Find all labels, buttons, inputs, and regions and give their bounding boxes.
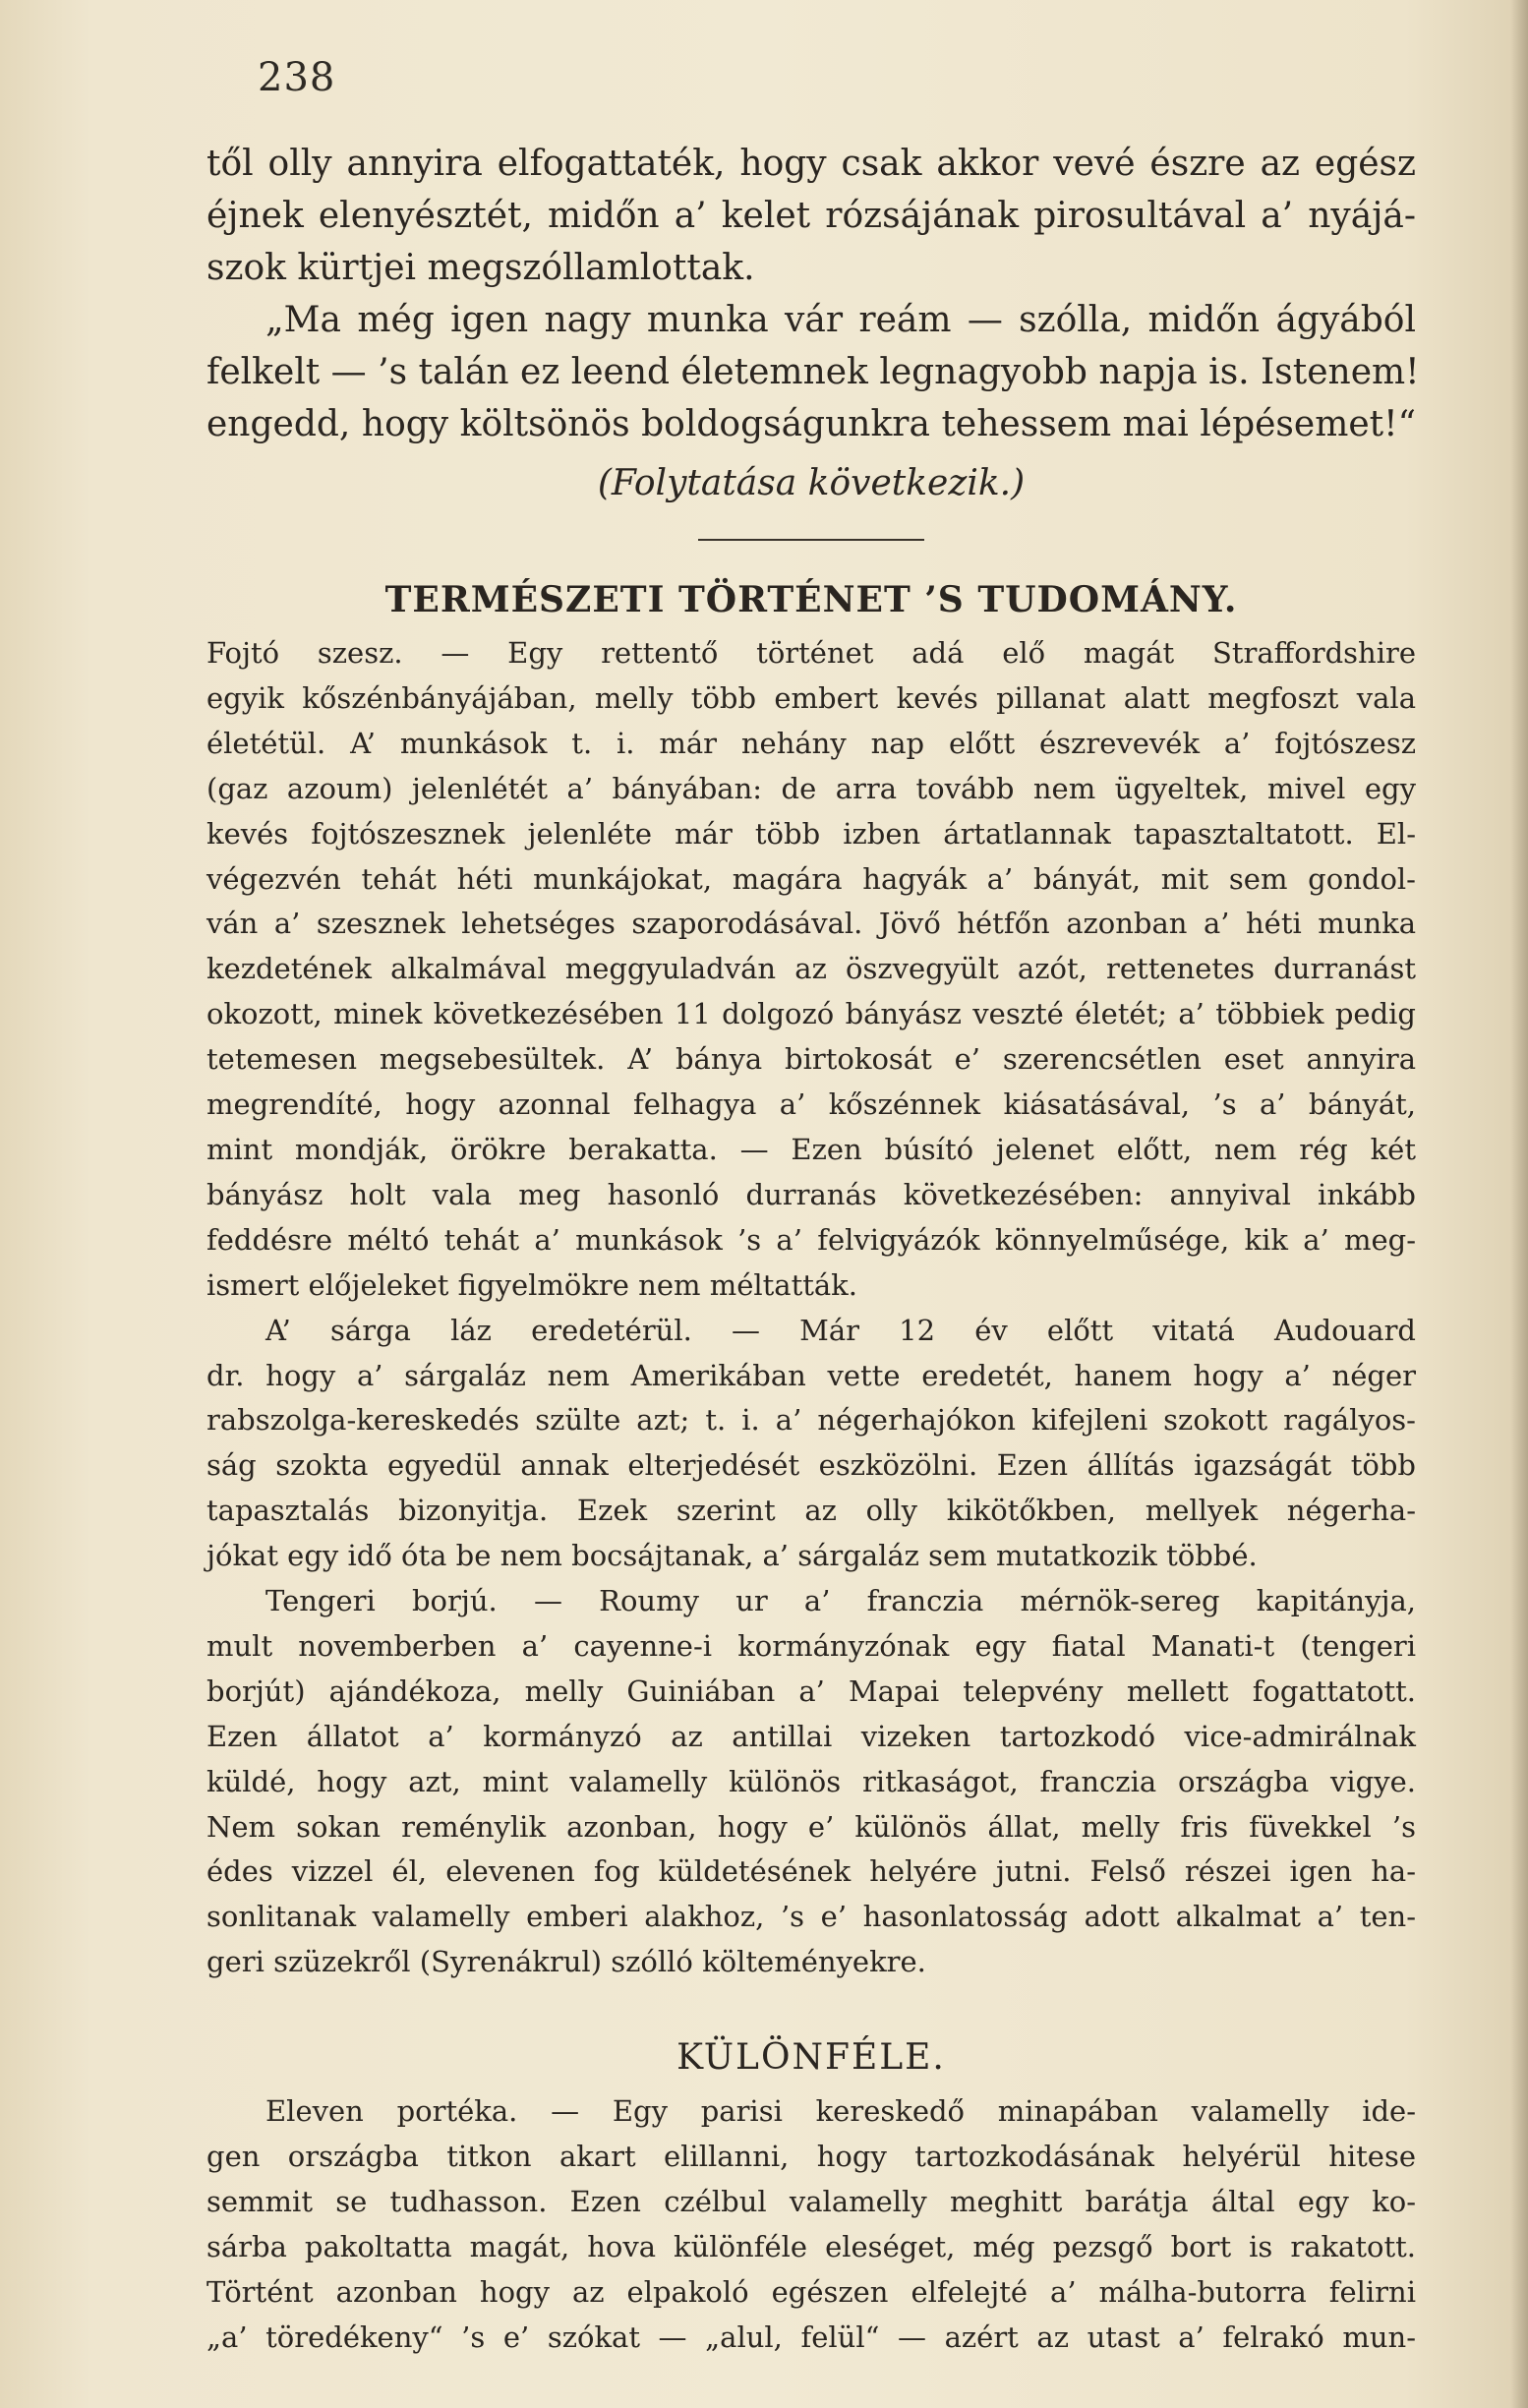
- text-line: ság szokta egyedül annak elterjedését eszközölni. Ezen állítás igazságát több: [206, 1448, 1416, 1483]
- text-line: szok kürtjei megszóllamlottak.: [206, 248, 755, 288]
- text-line: mult novemberben a’ cayenne-i kormányzónak egy fiatal Manati-t (tengeri: [206, 1628, 1416, 1663]
- section-divider: [698, 539, 924, 541]
- text-line: édes vizzel él, elevenen fog küldetésének helyére jutni. Felső részei igen ha-: [206, 1854, 1416, 1889]
- text-line: engedd, hogy költsönös boldogságunkra tehessem mai lépésemet!“: [206, 404, 1416, 444]
- text-line: életétül. A’ munkások t. i. már nehány nap előtt észrevevék a’ fojtószesz: [206, 726, 1416, 760]
- text-line: ván a’ szesznek lehetséges szaporodásával. Jövő hétfőn azonban a’ héti munka: [206, 907, 1416, 941]
- text-line: éjnek elenyésztét, midőn a’ kelet rózsájának pirosultával a’ nyájá-: [206, 196, 1416, 236]
- text-line: tetemesen megsebesültek. A’ bánya birtokosát e’ szerencsétlen eset annyira: [206, 1042, 1416, 1077]
- intro-paragraph: [206, 138, 1420, 450]
- text-line: től olly annyira elfogattaték, hogy csak akkor vevé észre az egész: [206, 144, 1416, 184]
- text-line: rabszolga-kereskedés szülte azt; t. i. a’ négerhajókon kifejleni szokott ragályos-: [206, 1403, 1416, 1438]
- text-line: semmit se tudhasson. Ezen czélbul valamelly meghitt barátja által egy ko-: [206, 2185, 1416, 2218]
- text-line: Tengeri borjú. — Roumy ur a’ franczia mérnök-sereg kapitányja,: [265, 1584, 1416, 1618]
- text-line: egyik kőszénbányájában, melly több embert kevés pillanat alatt megfoszt vala: [206, 680, 1416, 715]
- section-heading-natural-history: TERMÉSZETI TÖRTÉNET ’S TUDOMÁNY.: [384, 579, 1238, 620]
- text-line: kezdetének alkalmával meggyuladván az öszvegyült azót, rettenetes durranást: [206, 952, 1416, 986]
- natural-history-section: [206, 631, 1416, 1985]
- text-line: borjút) ajándékoza, melly Guiniában a’ Mapai telepvény mellett fogattatott.: [206, 1674, 1416, 1708]
- text-line: geri szüzekről (Syrenákrul) szólló költeményekre.: [206, 1945, 926, 1979]
- text-line: A’ sárga láz eredetérül. — Már 12 év előtt vitatá Audouard: [265, 1313, 1416, 1347]
- text-line: végezvén tehát héti munkájokat, magára hagyák a’ bányát, mit sem gondol-: [206, 861, 1416, 896]
- text-line: kevés fojtószesznek jelenléte már több izben ártatlannak tapasztaltatott. El-: [206, 816, 1416, 851]
- text-line: dr. hogy a’ sárgaláz nem Amerikában vette eredetét, hanem hogy a’ néger: [206, 1358, 1416, 1392]
- text-line: okozott, minek következésében 11 dolgozó bányász veszté életét; a’ többiek pedig: [206, 997, 1416, 1031]
- page-body: [206, 138, 1420, 2361]
- text-line: tapasztalás bizonyitja. Ezek szerint az olly kikötőkben, mellyek négerha-: [206, 1494, 1416, 1528]
- text-line: mint mondják, örökre berakatta. — Ezen búsító jelenet előtt, nem rég két: [206, 1132, 1416, 1166]
- miscellaneous-section: [206, 2089, 1416, 2360]
- text-line: „a’ töredékeny“ ’s e’ szókat — „alul, felül“ — azért az utast a’ felrakó mun-: [206, 2320, 1416, 2354]
- text-line: feddésre méltó tehát a’ munkások ’s a’ felvigyázók könnyelműsége, kik a’ meg-: [206, 1222, 1416, 1257]
- text-line: bányász holt vala meg hasonló durranás következésében: annyival inkább: [206, 1177, 1416, 1211]
- text-line: (gaz azoum) jelenlétét a’ bányában: de arra tovább nem ügyeltek, mivel egy: [206, 771, 1416, 805]
- text-line: Fojtó szesz. — Egy rettentő történet adá elő magát Straffordshire: [206, 636, 1416, 670]
- page-spine-shadow: [1510, 0, 1528, 2408]
- text-line: Eleven portéka. — Egy parisi kereskedő minapában valamelly ide-: [265, 2094, 1416, 2129]
- text-line: sonlitanak valamelly emberi alakhoz, ’s e’ hasonlatosság adott alkalmat a’ ten-: [206, 1900, 1416, 1934]
- text-line: Nem sokan reménylik azonban, hogy e’ különös állat, melly fris füvekkel ’s: [206, 1809, 1416, 1844]
- text-line: ismert előjeleket figyelmökre nem méltatták.: [206, 1267, 857, 1302]
- text-line: megrendíté, hogy azonnal felhagya a’ kőszénnek kiásatásával, ’s a’ bányát,: [206, 1087, 1416, 1122]
- text-line: Ezen állatot a’ kormányzó az antillai vizeken tartozkodó vice-admirálnak: [206, 1719, 1416, 1753]
- text-line: Történt azonban hogy az elpakoló egészen elfelejté a’ málha-butorra felirni: [206, 2274, 1416, 2309]
- text-line: „Ma még igen nagy munka vár reám — szólla, midőn ágyából: [265, 300, 1416, 340]
- text-line: küldé, hogy azt, mint valamelly különös ritkaságot, franczia országba vigye.: [206, 1764, 1416, 1798]
- section-heading-miscellaneous: KÜLÖNFÉLE.: [676, 2037, 946, 2079]
- text-line: gen országba titkon akart elillanni, hogy tartozkodásának helyérül hitese: [206, 2140, 1416, 2174]
- continuation-note: (Folytatása következik.): [597, 463, 1026, 503]
- text-line: felkelt — ’s talán ez leend életemnek legnagyobb napja is. Istenem!: [206, 352, 1420, 392]
- page-number: 238: [258, 55, 336, 100]
- text-line: jókat egy idő óta be nem bocsájtanak, a’ sárgaláz sem mutatkozik többé.: [206, 1539, 1258, 1573]
- text-line: sárba pakoltatta magát, hova különféle eleséget, még pezsgő bort is rakatott.: [206, 2229, 1416, 2263]
